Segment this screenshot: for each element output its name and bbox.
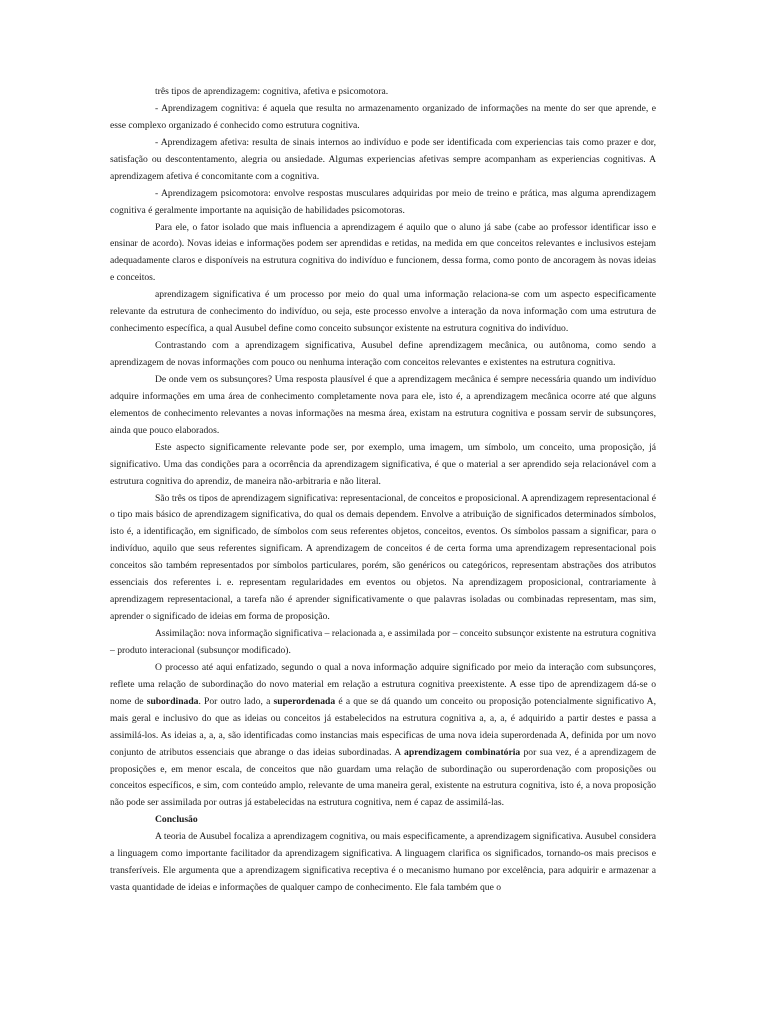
document-page <box>110 84 656 897</box>
text-span: O processo até aqui enfatizado, segundo o qual a nova informação adquire significado por meio da interação com subsunçores, reflete uma relação de subordinação do novo material em relação a estrutura cognitiva preexistente. A esse tipo de aprendizagem dá-se o nome de <box>110 661 656 707</box>
paragraph: De onde vem os subsunçores? Uma resposta plausível é que a aprendizagem mecânica é sempre necessária quando um indivíduo adquire informações em uma área de conhecimento completamente nova para ele, isto é, a aprendizagem mecânica ocorre até que alguns elementos de conhecimento relevantes a novas informações na mesma área, existam na estrutura cognitiva e possam servir de subsunçores, ainda que pouco elaborados. <box>110 373 656 436</box>
bold-term-aprendizagem-combinatoria: aprendizagem combinatória <box>404 746 521 758</box>
text-span: . Por outro lado, a <box>198 695 274 707</box>
paragraph: três tipos de aprendizagem: cognitiva, afetiva e psicomotora. <box>155 86 389 97</box>
paragraph: Este aspecto significamente relevante pode ser, por exemplo, uma imagem, um símbolo, um conceito, uma proposição, já significativo. Uma das condições para a ocorrência da aprendizagem significativa, é que o material a ser aprendido seja relacionável com a estrutura cognitiva do aprendiz, de maneira não-arbitraria e não literal. <box>110 441 656 487</box>
paragraph: Para ele, o fator isolado que mais influencia a aprendizagem é aquilo que o aluno já sabe (cabe ao professor identificar isso e ensinar de acordo). Novas ideias e informações podem ser aprendidas e retidas, na medida em que conceitos relevantes e inclusivos estejam adequadamente claros e disponíveis na estrutura cognitiva do indivíduo e funcionem, dessa forma, como ponto de ancoragem às novas ideias e conceitos. <box>110 221 656 284</box>
paragraph: São três os tipos de aprendizagem significativa: representacional, de conceitos e proposicional. A aprendizagem representacional é o tipo mais básico de aprendizagem significativa, do qual os demais dependem. Envolve a atribuição de significados determinados símbolos, isto é, a identificação, em significado, de símbolos com seus referentes objetos, conceitos, eventos. Os símbolos passam a significar, para o indivíduo, aquilo que seus referentes significam. A aprendizagem de conceitos é de certa forma uma aprendizagem representacional pois conceitos são também representados por símbolos particulares, porém, são genéricos ou categóricos, representam abstrações dos atributos essenciais dos referentes i. e. representam regularidades em eventos ou objetos. Na aprendizagem proposicional, contrariamente à aprendizagem representacional, a tarefa não é aprender significativamente o que palavras isoladas ou combinadas representam, mas sim, aprender o significado de ideias em forma de proposição. <box>110 492 656 623</box>
paragraph: - Aprendizagem cognitiva: é aquela que resulta no armazenamento organizado de informações na mente do ser que aprende, e esse complexo organizado é conhecido como estrutura cognitiva. <box>110 102 656 131</box>
paragraph: - Aprendizagem afetiva: resulta de sinais internos ao indivíduo e pode ser identificada com experiencias tais como prazer e dor, satisfação ou descontentamento, alegria ou ansiedade. Algumas experiencias afetivas sempre acompanham as experiencias cognitivas. A aprendizagem afetiva é concomitante com a cognitiva. <box>110 136 656 182</box>
paragraph: aprendizagem significativa é um processo por meio do qual uma informação relaciona-se com um aspecto especificamente relevante da estrutura de conhecimento do indivíduo, ou seja, este processo envolve a interação da nova informação com uma estrutura de conhecimento específica, a qual Ausubel define como conceito subsunçor existente na estrutura cognitiva do indivíduo. <box>110 289 656 335</box>
bold-term-superordenada: superordenada <box>273 695 336 707</box>
conclusion-heading: Conclusão <box>155 814 198 826</box>
paragraph: - Aprendizagem psicomotora: envolve respostas musculares adquiridas por meio de treino e prática, mas alguma aprendizagem cognitiva é geralmente importante na aquisição de habilidades psicomotoras. <box>110 187 656 216</box>
text-span: por sua vez, é a aprendizagem de proposições e, em menor escala, de conceitos que não guardam uma relação de subordinação ou superordenação com proposições ou conceitos específicos, e sim, com conteúdo amplo, relevante de uma maneira geral, existente na estrutura cognitiva, isto é, a nova proposição não pode ser assimilada por outras já estabelecidas na estrutura cognitiva, nem é capaz de assimilá-las. <box>110 746 657 809</box>
paragraph: Assimilação: nova informação significativa – relacionada a, e assimilada por – conceito subsunçor existente na estrutura cognitiva – produto interacional (subsunçor modificado). <box>110 628 656 656</box>
conclusion-paragraph: A teoria de Ausubel focaliza a aprendizagem cognitiva, ou mais especificamente, a aprendizagem significativa. Ausubel considera a linguagem como importante facilitador da aprendizagem significativa. A linguagem clarifica os significados, tornando-os mais precisos e transferíveis. Ele argumenta que a aprendizagem significativa receptiva é o mecanismo humano por excelência, para adquirir e armazenar a vasta quantidade de ideias e informações de qualquer campo de conhecimento. Ele fala também que o <box>110 831 656 894</box>
bold-term-subordinada: subordinada <box>146 695 199 707</box>
paragraph: Contrastando com a aprendizagem significativa, Ausubel define aprendizagem mecânica, ou autônoma, como sendo a aprendizagem de novas informações com pouco ou nenhuma interação com conceitos relevantes e existentes na estrutura cognitiva. <box>110 340 656 368</box>
paragraph-subordination <box>110 660 656 812</box>
text-span: é a que se dá quando um conceito ou proposição potencialmente significativo A, mais geral e inclusivo do que as ideias ou conceitos já estabelecidos na estrutura cognitiva a, a, a, é adquirido a partir destes e passa a assimilá-los. As ideias a, a, a, são identificadas como instancias mais especificas de uma nova ideia superordenada A, definida por um novo conjunto de atributos essenciais que abrange o das ideias subordinadas. A <box>110 695 656 758</box>
